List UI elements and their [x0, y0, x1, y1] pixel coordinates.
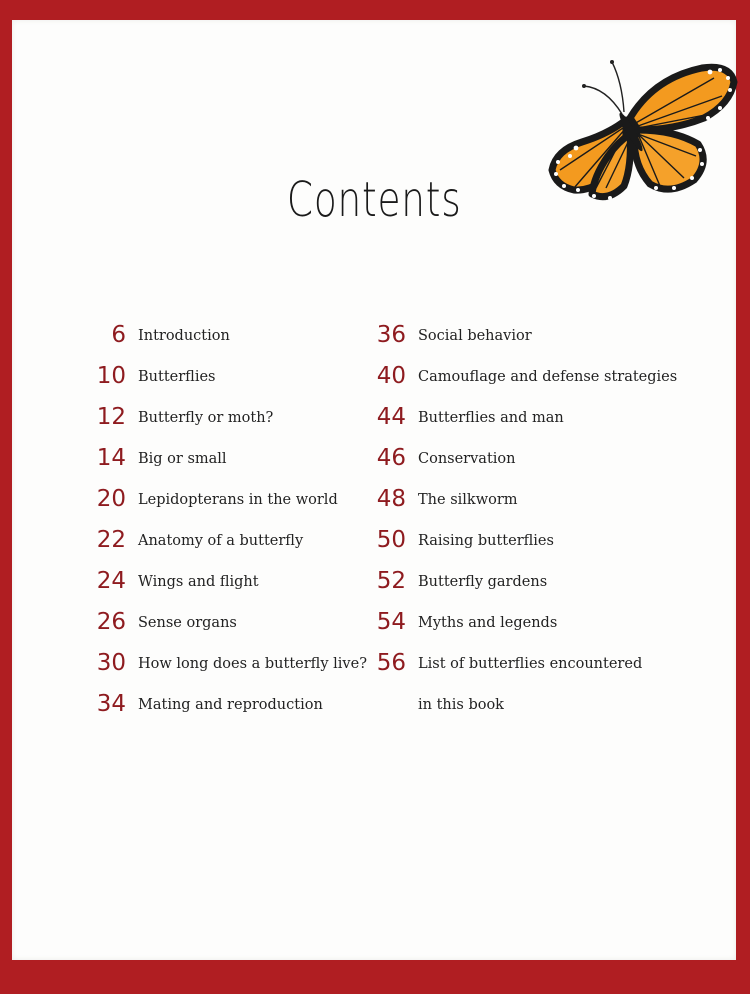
toc-page-number: 30	[96, 650, 126, 676]
toc-label: Social behavior	[418, 328, 532, 344]
toc-label: Introduction	[138, 328, 230, 344]
toc-label: Sense organs	[138, 615, 237, 631]
toc-label: Mating and reproduction	[138, 697, 323, 713]
toc-page-number: 56	[376, 650, 406, 676]
toc-label: Anatomy of a butterfly	[138, 533, 304, 549]
contents-page	[12, 20, 736, 960]
toc-label: Big or small	[138, 451, 227, 467]
toc-page-number: 12	[96, 404, 126, 430]
toc-label: Camouflage and defense strategies	[418, 369, 678, 385]
toc-label: The silkworm	[418, 492, 518, 508]
toc-page-number: 44	[376, 404, 406, 430]
toc-page-number: 14	[96, 445, 126, 471]
toc-page-number: 22	[96, 527, 126, 553]
toc-page-number: 40	[376, 363, 406, 389]
toc-page-number: 24	[96, 568, 126, 594]
toc-page-number: 46	[376, 445, 406, 471]
toc-label: Butterfly or moth?	[138, 410, 274, 426]
toc-label: Butterflies	[138, 369, 216, 385]
toc-label-continuation: in this book	[418, 697, 504, 713]
toc-page-number: 34	[96, 691, 126, 717]
toc-label: How long does a butterfly live?	[138, 656, 367, 672]
monarch-butterfly-icon	[534, 38, 740, 208]
toc-label: Raising butterflies	[418, 533, 554, 549]
toc-label: List of butterflies encountered	[418, 656, 643, 672]
toc-label: Lepidopterans in the world	[138, 492, 338, 508]
toc-label: Wings and flight	[138, 574, 259, 590]
page-title: Contents	[286, 172, 462, 228]
toc-page-number: 26	[96, 609, 126, 635]
toc-page-number: 50	[376, 527, 406, 553]
toc-label: Butterflies and man	[418, 410, 564, 426]
toc-page-number: 36	[376, 322, 406, 348]
toc-page-number: 6	[111, 322, 126, 348]
toc-page-number: 54	[376, 609, 406, 635]
toc-label: Butterfly gardens	[418, 574, 548, 590]
toc-page-number: 52	[376, 568, 406, 594]
toc-page-number: 10	[96, 363, 126, 389]
toc-label: Conservation	[418, 451, 516, 467]
toc-page-number: 48	[376, 486, 406, 512]
toc-page-number: 20	[96, 486, 126, 512]
toc-label: Myths and legends	[418, 615, 558, 631]
